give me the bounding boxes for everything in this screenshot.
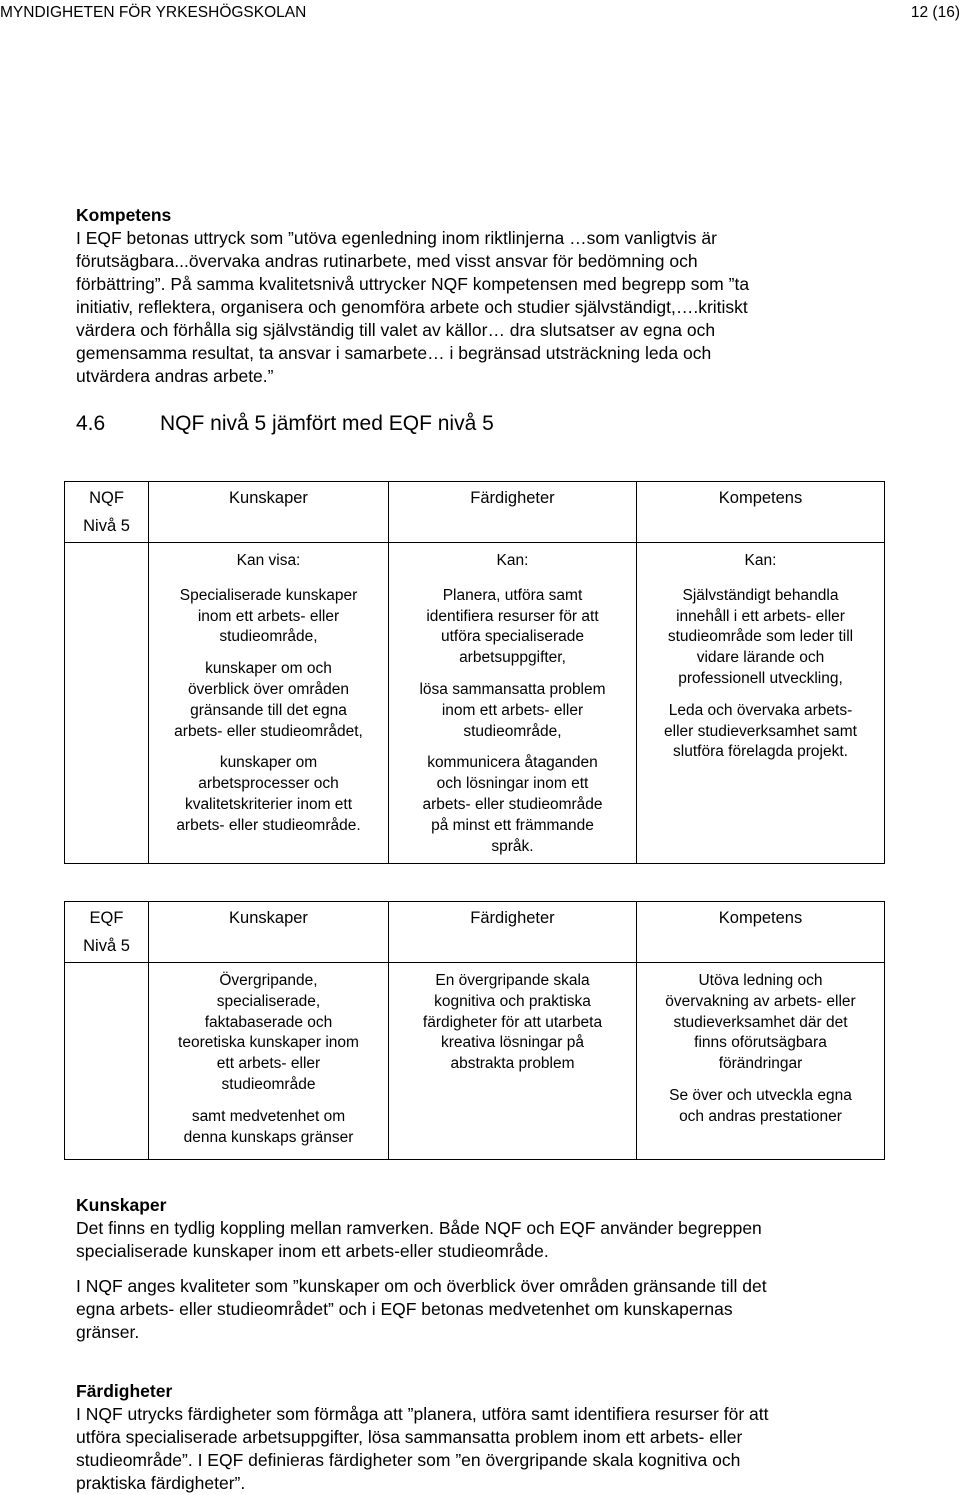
eqf-level-label: Nivå 5 bbox=[83, 937, 130, 955]
fardigheter-paragraph: I NQF utrycks färdigheter som förmåga att ”planera, utföra samt identifiera resurser för att utföra specialiserade arbetsuppgifter, lösa sammansatta problem inom ett arbets- eller studieområde”. I EQF definieras färdigheter som ”en övergripande skala kognitiva och praktiska färdigheter”. bbox=[76, 1404, 769, 1493]
kunskaper-paragraph: Det finns en tydlig koppling mellan ramverken. Både NQF och EQF använder begreppen specialiserade kunskaper inom ett arbets-eller studieområde. bbox=[76, 1218, 762, 1261]
eqf-header-row bbox=[65, 902, 885, 963]
eqf-header-kunskaper: Kunskaper bbox=[149, 902, 389, 963]
nqf-intro: Kan: bbox=[496, 552, 529, 569]
nqf-point: lösa sammansatta problem inom ett arbets- eller studieområde, bbox=[419, 680, 606, 740]
eqf-empty-cell bbox=[65, 963, 149, 1160]
eqf-cell-fardigheter bbox=[389, 963, 637, 1160]
eqf-point: Övergripande, specialiserade, faktabaserade och teoretiska kunskaper inom ett arbets- eller studieområde bbox=[178, 972, 359, 1093]
nqf-point: kommunicera åtaganden och lösningar inom ett arbets- eller studieområde på minst ett främmande språk. bbox=[422, 754, 603, 855]
kompetens-body bbox=[76, 227, 896, 388]
header-page-number: 12 (16) bbox=[910, 4, 960, 21]
nqf-framework-cell bbox=[65, 482, 149, 543]
nqf-point: Självständigt behandla innehåll i ett arbets- eller studieområde som leder till vidare lärande och professionell utveckling, bbox=[667, 586, 854, 687]
nqf-header-row bbox=[65, 482, 885, 543]
nqf-level-label: Nivå 5 bbox=[83, 517, 130, 535]
nqf-point: Leda och övervaka arbets- eller studieverksamhet samt slutföra förelagda projekt. bbox=[664, 701, 857, 761]
kompetens-line: gemensamma resultat, ta ansvar i samarbete… i begränsad utsträckning leda och bbox=[76, 343, 712, 363]
kompetens-line: värdera och förhålla sig självständig till valet av källor… dra slutsatser av egna och bbox=[76, 320, 716, 340]
kompetens-line: utvärdera andras arbete.” bbox=[76, 366, 274, 386]
nqf-point: kunskaper om och överblick över områden gränsande till det egna arbets- eller studieområdet, bbox=[174, 660, 363, 740]
kunskaper-section bbox=[76, 1194, 896, 1344]
kompetens-line: initiativ, reflektera, organisera och genomföra arbete och studier självständigt,….kritiskt bbox=[76, 297, 748, 317]
kunskaper-title: Kunskaper bbox=[76, 1195, 167, 1215]
eqf-header-fardigheter: Färdigheter bbox=[389, 902, 637, 963]
nqf-point: Specialiserade kunskaper inom ett arbets- eller studieområde, bbox=[179, 586, 358, 646]
header-organization: MYNDIGHETEN FÖR YRKESHÖGSKOLAN bbox=[0, 4, 307, 21]
nqf-table bbox=[64, 481, 885, 864]
kompetens-line: förbättring”. På samma kvalitetsnivå uttrycker NQF kompetensen med begrepp som ”ta bbox=[76, 274, 750, 294]
eqf-point: Utöva ledning och övervakning av arbets- eller studieverksamhet där det finns oförutsägbara förändringar bbox=[665, 972, 856, 1073]
eqf-framework-cell bbox=[65, 902, 149, 963]
nqf-header-kompetens: Kompetens bbox=[637, 482, 885, 543]
eqf-content-row bbox=[65, 963, 885, 1160]
eqf-framework-label: EQF bbox=[89, 909, 124, 927]
eqf-table bbox=[64, 901, 885, 1160]
kompetens-line: I EQF betonas uttryck som ”utöva egenledning inom riktlinjerna …som vanligtvis är bbox=[76, 228, 717, 248]
nqf-intro: Kan visa: bbox=[236, 552, 301, 569]
section-title: NQF nivå 5 jämfört med EQF nivå 5 bbox=[160, 412, 494, 435]
nqf-framework-label: NQF bbox=[89, 489, 124, 507]
nqf-empty-cell bbox=[65, 543, 149, 864]
eqf-cell-kunskaper bbox=[149, 963, 389, 1160]
nqf-cell-kompetens bbox=[637, 543, 885, 864]
nqf-header-kunskaper: Kunskaper bbox=[149, 482, 389, 543]
eqf-header-kompetens: Kompetens bbox=[637, 902, 885, 963]
nqf-point: Planera, utföra samt identifiera resurser för att utföra specialiserade arbetsuppgifter, bbox=[426, 586, 599, 667]
nqf-cell-fardigheter bbox=[389, 543, 637, 864]
kompetens-section bbox=[76, 204, 896, 388]
kompetens-line: förutsägbara...övervaka andras rutinarbete, med visst ansvar för bedömning och bbox=[76, 251, 698, 271]
nqf-header-fardigheter: Färdigheter bbox=[389, 482, 637, 543]
kunskaper-paragraph: I NQF anges kvaliteter som ”kunskaper om och överblick över områden gränsande till det egna arbets- eller studieområdet” och i EQF betonas medvetenhet om kunskapernas gränser. bbox=[76, 1276, 767, 1342]
kompetens-title: Kompetens bbox=[76, 205, 172, 225]
nqf-content-row bbox=[65, 543, 885, 864]
eqf-point: Se över och utveckla egna och andras prestationer bbox=[669, 1086, 852, 1125]
nqf-point: kunskaper om arbetsprocesser och kvalitetskriterier inom ett arbets- eller studieområde. bbox=[176, 754, 361, 834]
page-header bbox=[0, 4, 960, 22]
section-heading bbox=[76, 412, 494, 436]
nqf-cell-kunskaper bbox=[149, 543, 389, 864]
eqf-point: samt medvetenhet om denna kunskaps gränser bbox=[183, 1107, 354, 1146]
section-number: 4.6 bbox=[76, 412, 106, 435]
eqf-cell-kompetens bbox=[637, 963, 885, 1160]
fardigheter-title: Färdigheter bbox=[76, 1381, 173, 1401]
fardigheter-section bbox=[76, 1380, 896, 1495]
nqf-intro: Kan: bbox=[744, 552, 777, 569]
eqf-point: En övergripande skala kognitiva och praktiska färdigheter för att utarbeta kreativa lösningar på abstrakta problem bbox=[422, 972, 603, 1073]
